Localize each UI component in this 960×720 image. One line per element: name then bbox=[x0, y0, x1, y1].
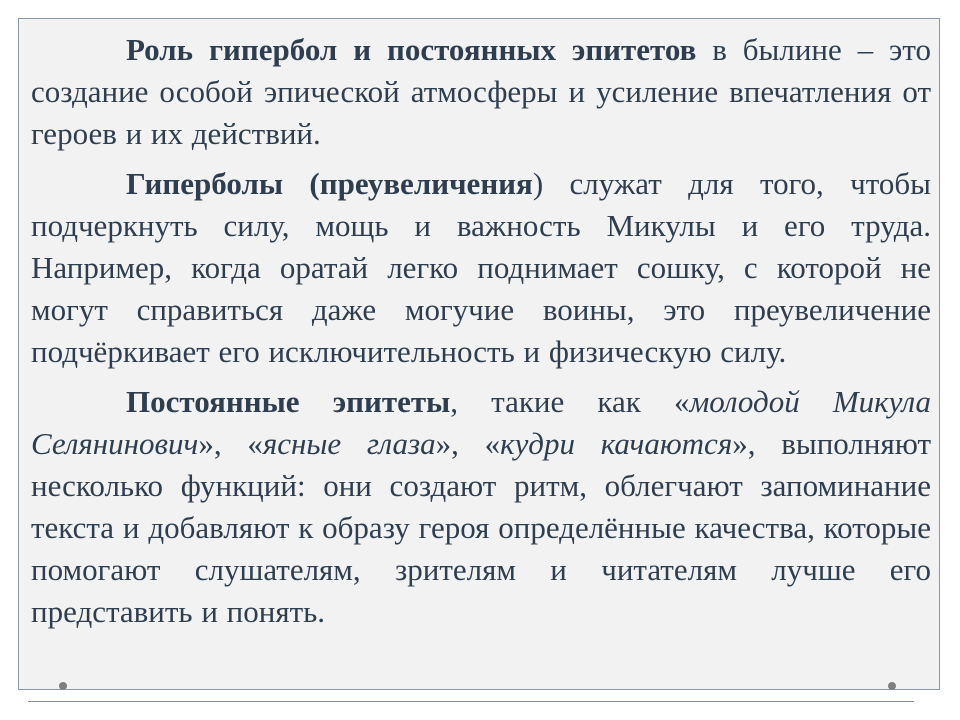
paragraph-text: », выполняют несколько функций: они создают ритм, облегчают запоминание текста и добавляют к образу героя определённые качества, которые помогают слушателям, зрителям и читателям лучше его представить и понять. bbox=[31, 426, 932, 629]
bottom-divider bbox=[28, 701, 914, 702]
paragraph-text: , такие как « bbox=[450, 384, 690, 419]
term-hyperboles: Гиперболы (преувеличения bbox=[126, 166, 533, 201]
epithet-example: ясные глаза bbox=[262, 426, 436, 461]
paragraph-hyperboles bbox=[31, 163, 931, 373]
term-epithets: Постоянные эпитеты bbox=[126, 384, 451, 419]
epithet-example: молодой Микула Селянинович bbox=[31, 384, 932, 461]
paragraph-text: », « bbox=[198, 426, 263, 461]
paragraph-text: в былине – это создание особой эпической атмосферы и усиление впечатления от героев и их действий. bbox=[31, 32, 931, 151]
paragraph-text: », « bbox=[435, 426, 501, 461]
term-role: Роль гипербол и постоянных эпитетов bbox=[126, 32, 697, 67]
slide-frame bbox=[18, 18, 940, 690]
paragraph-text: ) служат для того, чтобы подчеркнуть силу, мощь и важность Микулы и его труда. Например, когда оратай легко поднимает сошку, с которой не могут справиться даже могучие воины, это преувеличение подчёркивает его исключительность и физическую силу. bbox=[31, 166, 931, 369]
text-block bbox=[31, 29, 931, 641]
paragraph-hyperbole-role bbox=[31, 29, 931, 155]
decorative-dot-right bbox=[888, 682, 896, 690]
decorative-dot-left bbox=[59, 682, 67, 690]
paragraph-epithets bbox=[31, 381, 931, 633]
epithet-example: кудри качаются bbox=[500, 426, 733, 461]
